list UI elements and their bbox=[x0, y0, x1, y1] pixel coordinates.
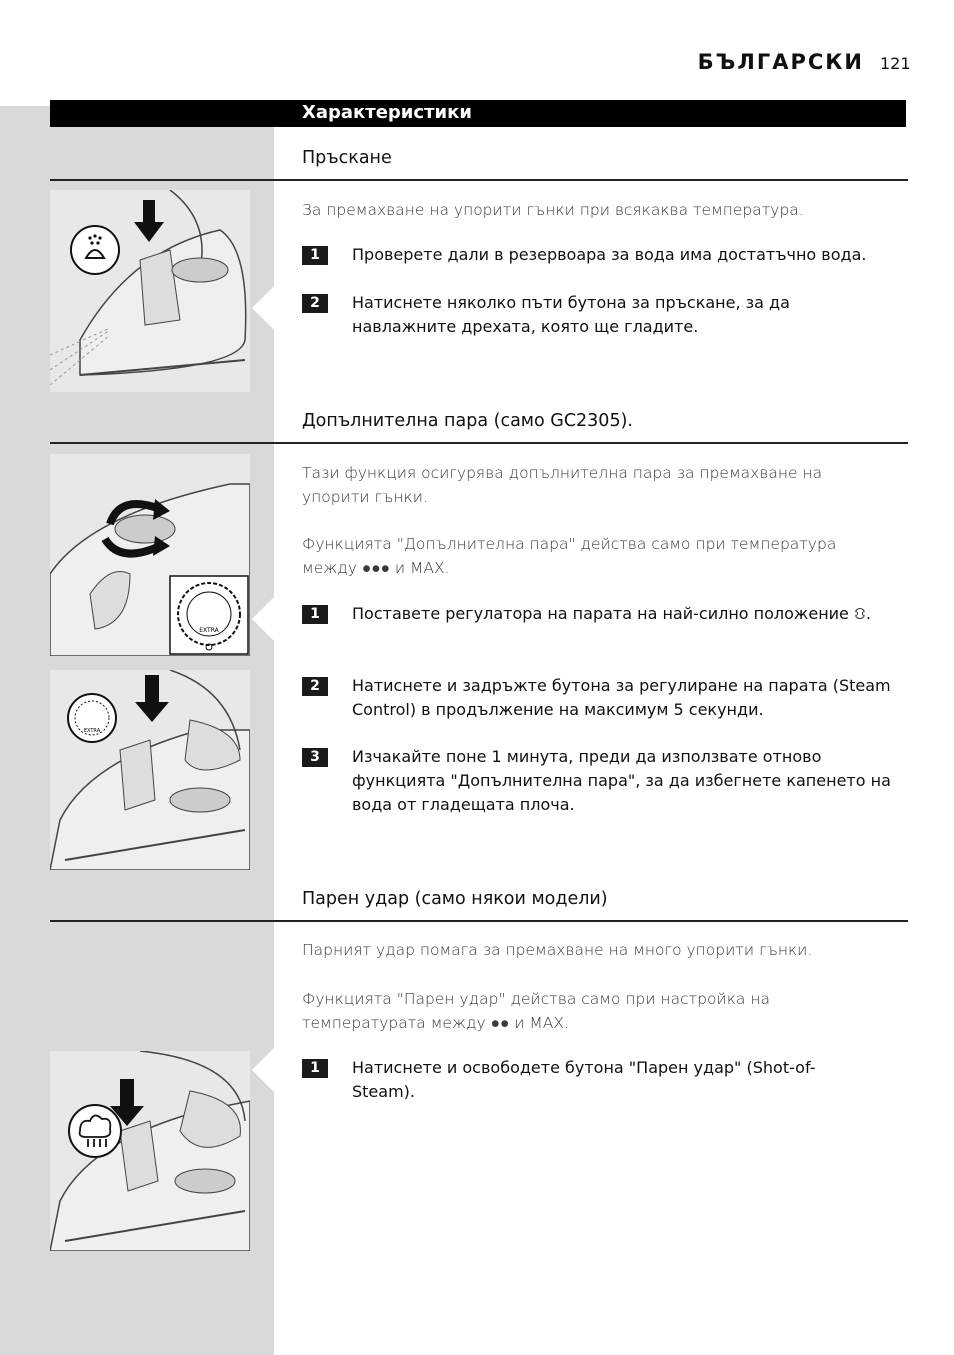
spray-illustration bbox=[50, 190, 250, 392]
dial-illustration bbox=[50, 454, 250, 656]
steam-control-illustration bbox=[50, 670, 250, 870]
svg-text:EXTRA: EXTRA bbox=[199, 627, 219, 634]
step-number: 1 bbox=[302, 246, 328, 265]
section-note: Функцията "Парен удар" действа само при настройка на температурата между ●● и MAX. bbox=[302, 990, 770, 1032]
step-text: Проверете дали в резервоара за вода има достатъчно вода. bbox=[352, 245, 867, 264]
page-number: 121 bbox=[880, 54, 911, 73]
step-number: 3 bbox=[302, 748, 328, 767]
step-text: Натиснете и задръжте бутона за регулиране на парата (Steam Control) в продължение на максимум 5 секунди. bbox=[352, 676, 891, 719]
shot-of-steam-illustration bbox=[50, 1051, 250, 1251]
section-rule bbox=[50, 442, 908, 444]
header-language: БЪЛГАРСКИ bbox=[697, 50, 864, 74]
section-intro: Тази функция осигурява допълнителна пара за премахване на упорити гънки. bbox=[302, 464, 823, 506]
svg-text:EXTRA: EXTRA bbox=[83, 728, 101, 734]
step-number: 2 bbox=[302, 294, 328, 313]
section-heading-extra-steam: Допълнителна пара (само GC2305). bbox=[302, 411, 633, 431]
notch bbox=[252, 597, 274, 641]
section-intro: За премахване на упорити гънки при всякаква температура. bbox=[302, 201, 804, 219]
section-heading-spray: Пръскане bbox=[302, 148, 392, 168]
section-rule bbox=[50, 920, 908, 922]
section-intro: Парният удар помага за премахване на много упорити гънки. bbox=[302, 941, 813, 959]
section-heading-shot-of-steam: Парен удар (само някои модели) bbox=[302, 889, 608, 909]
step-text: Поставете регулатора на парата на най-силно положение ⛻. bbox=[352, 604, 871, 623]
page-title: Характеристики bbox=[302, 102, 472, 123]
title-bar bbox=[50, 100, 906, 127]
step-text: Натиснете и освободете бутона "Парен удар" (Shot-of-Steam). bbox=[352, 1058, 816, 1101]
step-number: 1 bbox=[302, 605, 328, 624]
notch bbox=[252, 1048, 274, 1092]
step-text: Натиснете няколко пъти бутона за пръскане, за да навлажните дрехата, която ще гладите. bbox=[352, 293, 790, 336]
notch bbox=[252, 286, 274, 330]
step-number: 2 bbox=[302, 677, 328, 696]
step-text: Изчакайте поне 1 минута, преди да използвате отново функцията "Допълнителна пара", за да избегнете капенето на вода от гладещата плоча. bbox=[352, 747, 891, 814]
section-rule bbox=[50, 179, 908, 181]
section-note: Функцията "Допълнителна пара" действа само при температура между ●●● и MAX. bbox=[302, 535, 837, 577]
step-number: 1 bbox=[302, 1059, 328, 1078]
